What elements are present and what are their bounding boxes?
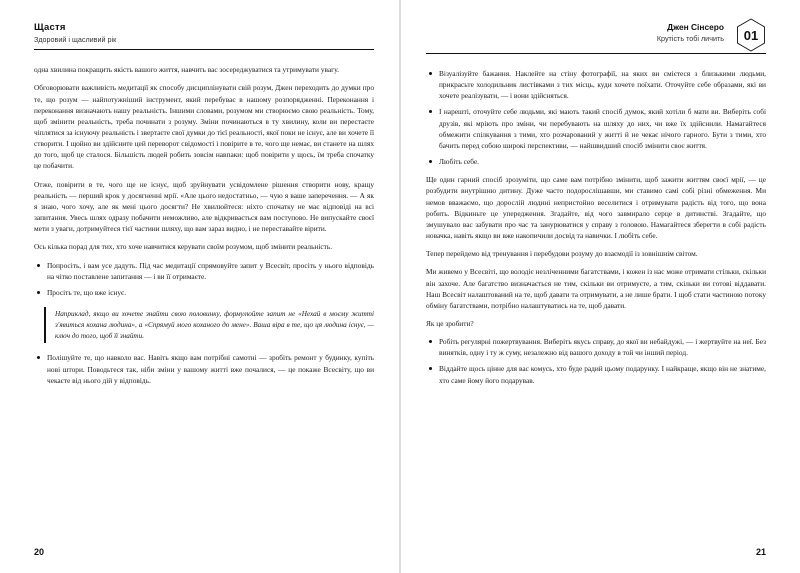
paragraph: Ось кілька порад для тих, хто хоче навчитися керувати своїм розумом, щоб змінити реальність. bbox=[34, 242, 333, 252]
author-name: Джен Сінсеро bbox=[667, 22, 724, 32]
giving-list bbox=[426, 336, 766, 386]
list-item: І нарешті, оточуйте себе людьми, які мають такий спосіб думок, який хотіли б мати ви. Виберіть собі друзів, які мріють про зміни, чи перебувають на шляху до них, чи вже їх здійснили. Намагайтеся обмежити спілкування з тими, хто розчарований у житті й не чекає нічого гарного. Бути з тими, хто бачить перед собою широкі перспективи, — найшвидший спосіб змінити своє життя. bbox=[426, 106, 766, 151]
advice-list-continued bbox=[34, 352, 374, 385]
paragraph: Обговорювати важливість медитації як способу дисциплінувати свій розум, Джен переходить до думки про те, що розум — найпотужніший інструмент, який перебуває в нашому розпорядженні. Переконання і переконання визначають нашу реальність. Іншими словами, розумом ми створюємо свою реальність. Тому, щоб змінити реальність, треба починати з розуму. Зміни починаються в ту хвилину, коли ви перестаєте чіплятися за існуючу реальність і звертаєте свої думки до тієї реальності, якої поки не існує, але ви хочете її створити. І щойно ви здійсните цей переворот свідомості і повірите в те, чого ще немає, ви станете на шлях до того, щоб це сталося. Більшість людей робить зовсім навпаки: щоб повірити у щось, їм треба спочатку це побачити. bbox=[34, 83, 374, 171]
page-number-left: 20 bbox=[34, 547, 45, 557]
page-gutter bbox=[399, 0, 401, 573]
chapter-number-badge bbox=[736, 18, 766, 52]
right-page-header bbox=[426, 22, 766, 54]
list-item: Візуалізуйте бажання. Наклейте на стіну фотографії, на яких ви смієтеся з близькими людьми, прикрасьте холодильник листівками з тих місць, куди хочете поїхати. Оточуйте себе образами, які ви хочете реалізувати, — і вони здійсняться. bbox=[426, 68, 766, 101]
list-item: Попросіть, і вам усе дадуть. Під час медитації спрямовуйте запит у Всесвіт, просіть у нього відповідь на чітко поставлене запитання — і ви її отримаєте. bbox=[34, 260, 374, 282]
visualization-list bbox=[426, 68, 766, 167]
paragraph: Ми живемо у Всесвіті, що володіє незліченними багатствами, і кожен із нас може отримати стільки, скільки він захоче. Але багатство визначається не тим, скільки ви отримуєте, а тим, скільки ви готові віддавати. Наш Всесвіт налаштований на те, щоб давати та отримувати, а не лише брати. І щоб стати частиною потоку обміну багатствами, потрібно налаштуватись на те, щоб давати. bbox=[426, 267, 766, 310]
page-number-right: 21 bbox=[755, 547, 766, 557]
pull-quote: Наприклад, якщо ви хочете знайти свою половинку, формулюйте запит не «Нехай в моєму житті з'явиться кохана людина», а «Спрямуй мого коханого до мене». Ваша віра в те, що ця людина існує, — ключ до того, щоб її знайти. bbox=[44, 307, 374, 343]
paragraph: Ще один гарний спосіб зрозуміти, що саме вам потрібно змінити, щоб зажити життям своєї мрії, — це розбудити внутрішню дитину. Дуже часто подорослішавши, ми ставимо самі собі різні обмеження. Ми немов вважаємо, що дорослій людині непристойно веселитися і отримувати радість від того, що вона робить. Відкиньте це упередження. Згадайте, від чого завмирало серце в дитинстві. Згадайте, що змушувало вас забувати про час та занурюватися у справу з головою. Намагайтеся зберегти в собі радість новачка, навіть якщо ви вже накопичили досвід та навички. І любіть себе. bbox=[426, 175, 766, 241]
paragraph: Отже, повірити в те, чого ще не існує, щоб зруйнувати усвідомлене рішення створити нову, кращу реальність — перший крок у досягненні мрії. «Але цього недостатньо, — чую я ваше заперечення. — А як я знаю, чого хочу, але як мені цього досягти? Не хвилюйтеся: ніхто спочатку не має відповіді на всі запитання. Увесь шлях одразу побачити неможливо, але відкривається вам поступово. Не випускайте своєї мети з уваги, дотримуйтеся тієї частини шляху, що вам зараз видно, і не переставайте вірити. bbox=[34, 179, 374, 234]
list-item: Любіть себе. bbox=[426, 156, 766, 167]
book-subtitle: Здоровий і щасливий рік bbox=[34, 34, 117, 44]
paragraph: Як це зробити? bbox=[426, 318, 474, 328]
advice-list bbox=[34, 260, 374, 298]
book-title: Щастя bbox=[34, 22, 66, 33]
right-page-body bbox=[426, 68, 766, 386]
list-item: Робіть регулярні пожертвування. Виберіть якусь справу, до якої ви небайдужі, — і жертвуйте на неї. Без винятків, одну і ту ж суму, незалежно від вашого доходу в той чи інший період. bbox=[426, 336, 766, 358]
left-page-body bbox=[34, 64, 374, 386]
paragraph: одна хвилина покращить якість вашого життя, навчить вас зосереджуватися та утримувати увагу. bbox=[34, 65, 339, 75]
list-item: Полішуйте те, що навколо вас. Навіть якщо вам потрібні самотні — зробіть ремонт у будинку, купіть нові штори. Поводьтеся так, ніби зміни у вашому житті вже почалися, — це покаже Всесвіту, що ви чекаєте від нього дій у відповідь. bbox=[34, 352, 374, 385]
chapter-number: 01 bbox=[743, 27, 759, 43]
left-page-header bbox=[34, 22, 374, 50]
paragraph: Тепер перейдемо від тренування і перебудови розуму до взаємодії із зовнішнім світом. bbox=[426, 249, 698, 259]
chapter-title: Крутість тобі личить bbox=[656, 34, 724, 43]
list-item: Віддайте щось цінне для вас комусь, хто буде радий цьому подарунку. І найкраще, якщо він не знатиме, хто саме йому його подарував. bbox=[426, 363, 766, 385]
list-item: Просіть те, що вже існує. bbox=[34, 287, 374, 298]
right-page bbox=[400, 0, 800, 573]
